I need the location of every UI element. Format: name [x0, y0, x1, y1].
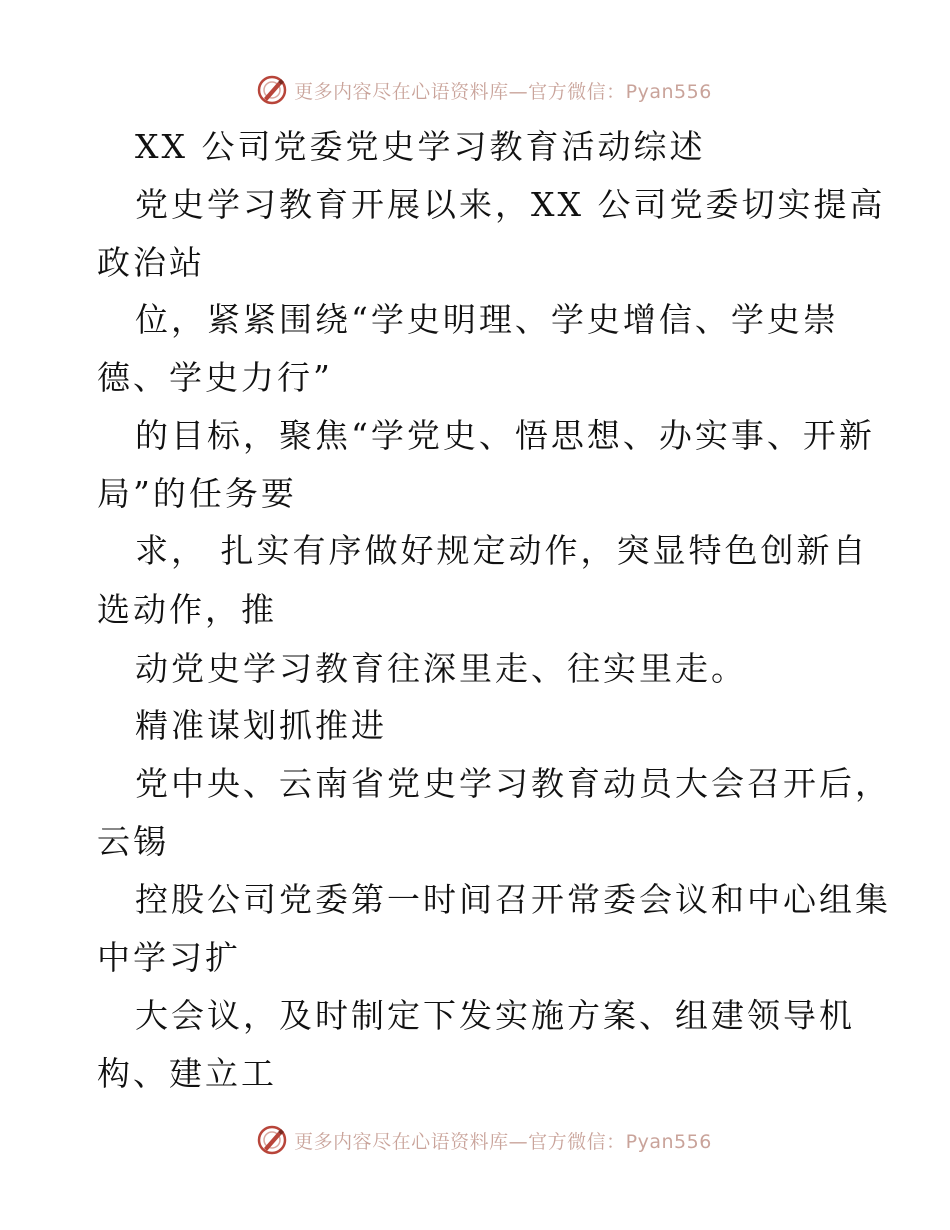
paragraph-line: 政治站	[97, 243, 205, 282]
paragraph-line: 选动作，推	[97, 590, 277, 629]
paragraph-line: 局”的任务要	[97, 474, 297, 513]
paragraph-line: 大会议，及时制定下发实施方案、组建领导机	[135, 996, 855, 1035]
section-heading: 精准谋划抓推进	[135, 706, 387, 745]
pen-seal-icon	[256, 1124, 288, 1156]
paragraph-line: 构、建立工	[97, 1054, 277, 1093]
footer-watermark-group	[256, 1124, 712, 1156]
paragraph-line: 德、学史力行”	[97, 358, 333, 397]
paragraph-line: 动党史学习教育往深里走、往实里走。	[135, 649, 747, 688]
paragraph-line: 控股公司党委第一时间召开常委会议和中心组集	[135, 880, 891, 919]
watermark-text: 更多内容尽在心语资料库—官方微信：Pyan556	[294, 1130, 712, 1153]
paragraph-line: 党中央、云南省党史学习教育动员大会召开后，	[135, 764, 891, 803]
paragraph-line: 中学习扩	[97, 938, 241, 977]
paragraph-line: 的目标，聚焦“学党史、悟思想、办实事、开新	[135, 416, 875, 455]
footer-watermark	[0, 1120, 950, 1160]
paragraph-line: 求， 扎实有序做好规定动作，突显特色创新自	[135, 531, 869, 570]
paragraph-line: 云锡	[97, 822, 169, 861]
document-title: XX 公司党委党史学习教育活动综述	[135, 127, 706, 166]
paragraph-line: 党史学习教育开展以来，XX 公司党委切实提高	[135, 185, 886, 224]
paragraph-line: 位，紧紧围绕“学史明理、学史增信、学史崇	[135, 300, 839, 339]
watermark-text: 更多内容尽在心语资料库—官方微信：Pyan556	[294, 80, 712, 103]
